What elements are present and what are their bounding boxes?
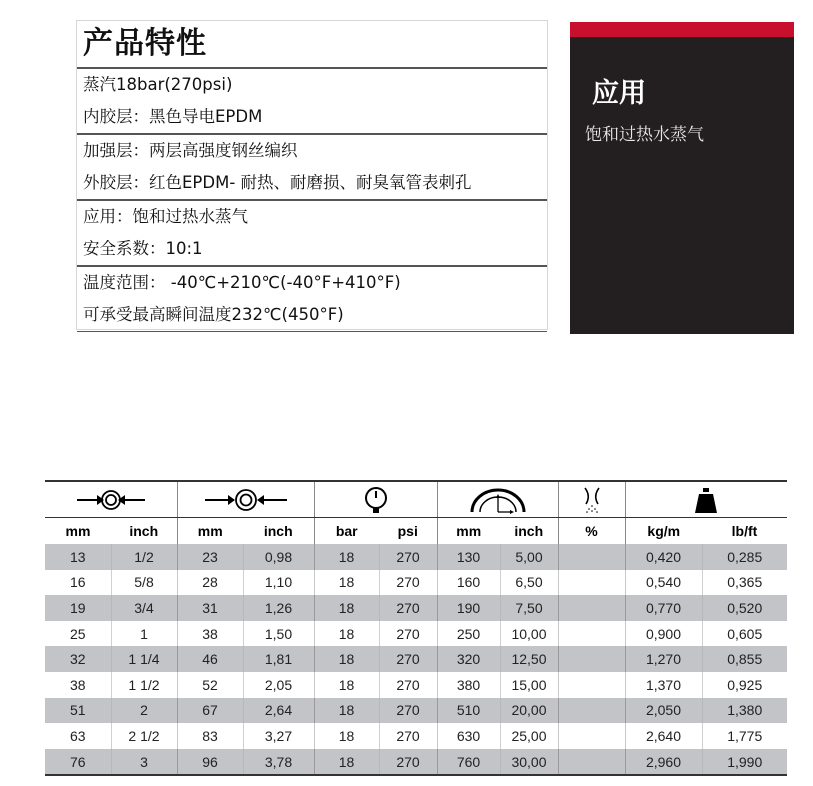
- table-cell: 3,78: [243, 749, 314, 776]
- outer-diameter-icon: [203, 488, 289, 512]
- inner-diameter-header: [45, 481, 177, 518]
- table-cell: 46: [177, 646, 243, 672]
- table-cell: 10,00: [500, 621, 558, 647]
- table-row: [45, 672, 787, 698]
- table-cell: 0,855: [702, 646, 787, 672]
- pressure-header: [314, 481, 437, 518]
- feature-line: 应用：饱和过热水蒸气: [83, 207, 248, 226]
- unit-header: inch: [129, 523, 159, 539]
- application-text: 饱和过热水蒸气: [585, 125, 704, 145]
- pressure-gauge-icon: [363, 486, 389, 514]
- table-cell: 31: [177, 595, 243, 621]
- table-cell: 13: [45, 544, 111, 570]
- table-cell: 25: [45, 621, 111, 647]
- table-cell: 5,00: [500, 544, 558, 570]
- feature-line: 蒸汽18bar(270psi): [83, 75, 233, 94]
- table-cell: 30,00: [500, 749, 558, 776]
- feature-line: 外胶层：红色EPDM- 耐热、耐磨损、耐臭氧管表刺孔: [83, 173, 472, 192]
- table-cell: 18: [314, 621, 379, 647]
- table-row: [45, 646, 787, 672]
- table-cell: 1,270: [625, 646, 702, 672]
- table-cell: 1,370: [625, 672, 702, 698]
- unit-header: psi: [397, 523, 418, 539]
- elongation-icon: [581, 486, 603, 514]
- table-row: [45, 723, 787, 749]
- table-cell: 270: [379, 723, 437, 749]
- table-cell: 2: [111, 698, 177, 724]
- table-cell: 0,420: [625, 544, 702, 570]
- table-cell: 3,27: [243, 723, 314, 749]
- table-cell: 270: [379, 698, 437, 724]
- table-cell: [558, 570, 625, 596]
- features-group-temperature: [77, 267, 547, 332]
- table-cell: 0,540: [625, 570, 702, 596]
- table-cell: 18: [314, 595, 379, 621]
- table-cell: 270: [379, 570, 437, 596]
- table-cell: 270: [379, 672, 437, 698]
- unit-header: inch: [514, 523, 544, 539]
- table-cell: 16: [45, 570, 111, 596]
- bend-radius-header: [437, 481, 558, 518]
- table-cell: 18: [314, 570, 379, 596]
- table-cell: 160: [437, 570, 500, 596]
- unit-header: lb/ft: [731, 523, 758, 539]
- table-cell: 190: [437, 595, 500, 621]
- table-cell: 18: [314, 723, 379, 749]
- table-cell: 270: [379, 749, 437, 776]
- table-cell: 0,900: [625, 621, 702, 647]
- feature-line: 温度范围： -40℃+210℃(-40°F+410°F): [83, 273, 401, 292]
- unit-header: mm: [177, 518, 243, 545]
- table-cell: 96: [177, 749, 243, 776]
- table-cell: [558, 595, 625, 621]
- unit-header: %: [558, 518, 625, 545]
- spec-table-body: [45, 544, 787, 775]
- table-cell: 1,50: [243, 621, 314, 647]
- table-cell: 3: [111, 749, 177, 776]
- table-cell: 1 1/2: [111, 672, 177, 698]
- features-title: 产品特性: [77, 21, 547, 69]
- table-cell: 270: [379, 544, 437, 570]
- table-cell: 18: [314, 749, 379, 776]
- spec-table: [45, 480, 787, 776]
- table-cell: 1,10: [243, 570, 314, 596]
- table-cell: 1,775: [702, 723, 787, 749]
- table-cell: [558, 749, 625, 776]
- table-cell: 0,98: [243, 544, 314, 570]
- application-box: [570, 22, 794, 334]
- features-group-layers: [77, 135, 547, 201]
- table-cell: 1,81: [243, 646, 314, 672]
- table-cell: 630: [437, 723, 500, 749]
- unit-header: mm: [65, 523, 91, 539]
- table-cell: 38: [45, 672, 111, 698]
- table-cell: 2,960: [625, 749, 702, 776]
- features-group-application: [77, 201, 547, 267]
- application-title: 应用: [592, 78, 646, 109]
- table-cell: 1,26: [243, 595, 314, 621]
- feature-line: 内胶层：黑色导电EPDM: [83, 107, 263, 126]
- table-cell: 2,050: [625, 698, 702, 724]
- bend-radius-icon: [468, 486, 528, 514]
- table-cell: 18: [314, 544, 379, 570]
- table-cell: 0,925: [702, 672, 787, 698]
- table-cell: 15,00: [500, 672, 558, 698]
- table-row: [45, 749, 787, 776]
- unit-header: inch: [263, 523, 293, 539]
- table-cell: 380: [437, 672, 500, 698]
- table-cell: 2 1/2: [111, 723, 177, 749]
- table-cell: 28: [177, 570, 243, 596]
- table-row: [45, 570, 787, 596]
- table-cell: 6,50: [500, 570, 558, 596]
- feature-line: 可承受最高瞬间温度232℃(450°F): [83, 305, 344, 324]
- table-cell: 510: [437, 698, 500, 724]
- features-group-pressure: [77, 69, 547, 135]
- table-cell: 1,990: [702, 749, 787, 776]
- table-cell: 52: [177, 672, 243, 698]
- weight-icon: [693, 486, 719, 514]
- table-cell: 250: [437, 621, 500, 647]
- outer-diameter-header: [177, 481, 314, 518]
- table-cell: 63: [45, 723, 111, 749]
- unit-header: kg/m: [625, 518, 702, 545]
- elongation-header: [558, 481, 625, 518]
- table-cell: 20,00: [500, 698, 558, 724]
- table-cell: 1/2: [111, 544, 177, 570]
- table-cell: 19: [45, 595, 111, 621]
- table-cell: 23: [177, 544, 243, 570]
- table-cell: 1: [111, 621, 177, 647]
- table-cell: 270: [379, 595, 437, 621]
- unit-header: mm: [437, 518, 500, 545]
- table-cell: 320: [437, 646, 500, 672]
- table-cell: 2,640: [625, 723, 702, 749]
- table-row: [45, 595, 787, 621]
- table-cell: 1 1/4: [111, 646, 177, 672]
- table-cell: 3/4: [111, 595, 177, 621]
- table-row: [45, 544, 787, 570]
- weight-header: [625, 481, 787, 518]
- table-cell: 1,380: [702, 698, 787, 724]
- table-cell: 76: [45, 749, 111, 776]
- inner-diameter-icon: [75, 488, 147, 512]
- table-cell: [558, 723, 625, 749]
- table-cell: 12,50: [500, 646, 558, 672]
- feature-line: 安全系数：10:1: [83, 239, 203, 258]
- feature-line: 加强层：两层高强度钢丝编织: [83, 141, 298, 160]
- table-cell: 18: [314, 672, 379, 698]
- table-cell: 0,285: [702, 544, 787, 570]
- table-cell: 130: [437, 544, 500, 570]
- table-cell: 38: [177, 621, 243, 647]
- table-cell: 0,520: [702, 595, 787, 621]
- product-features-box: [76, 20, 548, 330]
- table-cell: 32: [45, 646, 111, 672]
- table-cell: [558, 621, 625, 647]
- table-row: [45, 621, 787, 647]
- table-cell: 0,770: [625, 595, 702, 621]
- table-cell: 270: [379, 621, 437, 647]
- table-cell: 760: [437, 749, 500, 776]
- table-cell: 7,50: [500, 595, 558, 621]
- table-cell: 0,605: [702, 621, 787, 647]
- table-cell: 2,05: [243, 672, 314, 698]
- table-cell: 5/8: [111, 570, 177, 596]
- table-cell: [558, 544, 625, 570]
- table-cell: 18: [314, 646, 379, 672]
- table-cell: 270: [379, 646, 437, 672]
- unit-header-row: [45, 518, 787, 545]
- table-cell: 0,365: [702, 570, 787, 596]
- table-cell: [558, 672, 625, 698]
- unit-header: bar: [314, 518, 379, 545]
- table-cell: [558, 698, 625, 724]
- icon-header-row: [45, 481, 787, 518]
- table-cell: 18: [314, 698, 379, 724]
- table-cell: 51: [45, 698, 111, 724]
- table-cell: 67: [177, 698, 243, 724]
- table-row: [45, 698, 787, 724]
- table-cell: [558, 646, 625, 672]
- table-cell: 83: [177, 723, 243, 749]
- table-cell: 25,00: [500, 723, 558, 749]
- table-cell: 2,64: [243, 698, 314, 724]
